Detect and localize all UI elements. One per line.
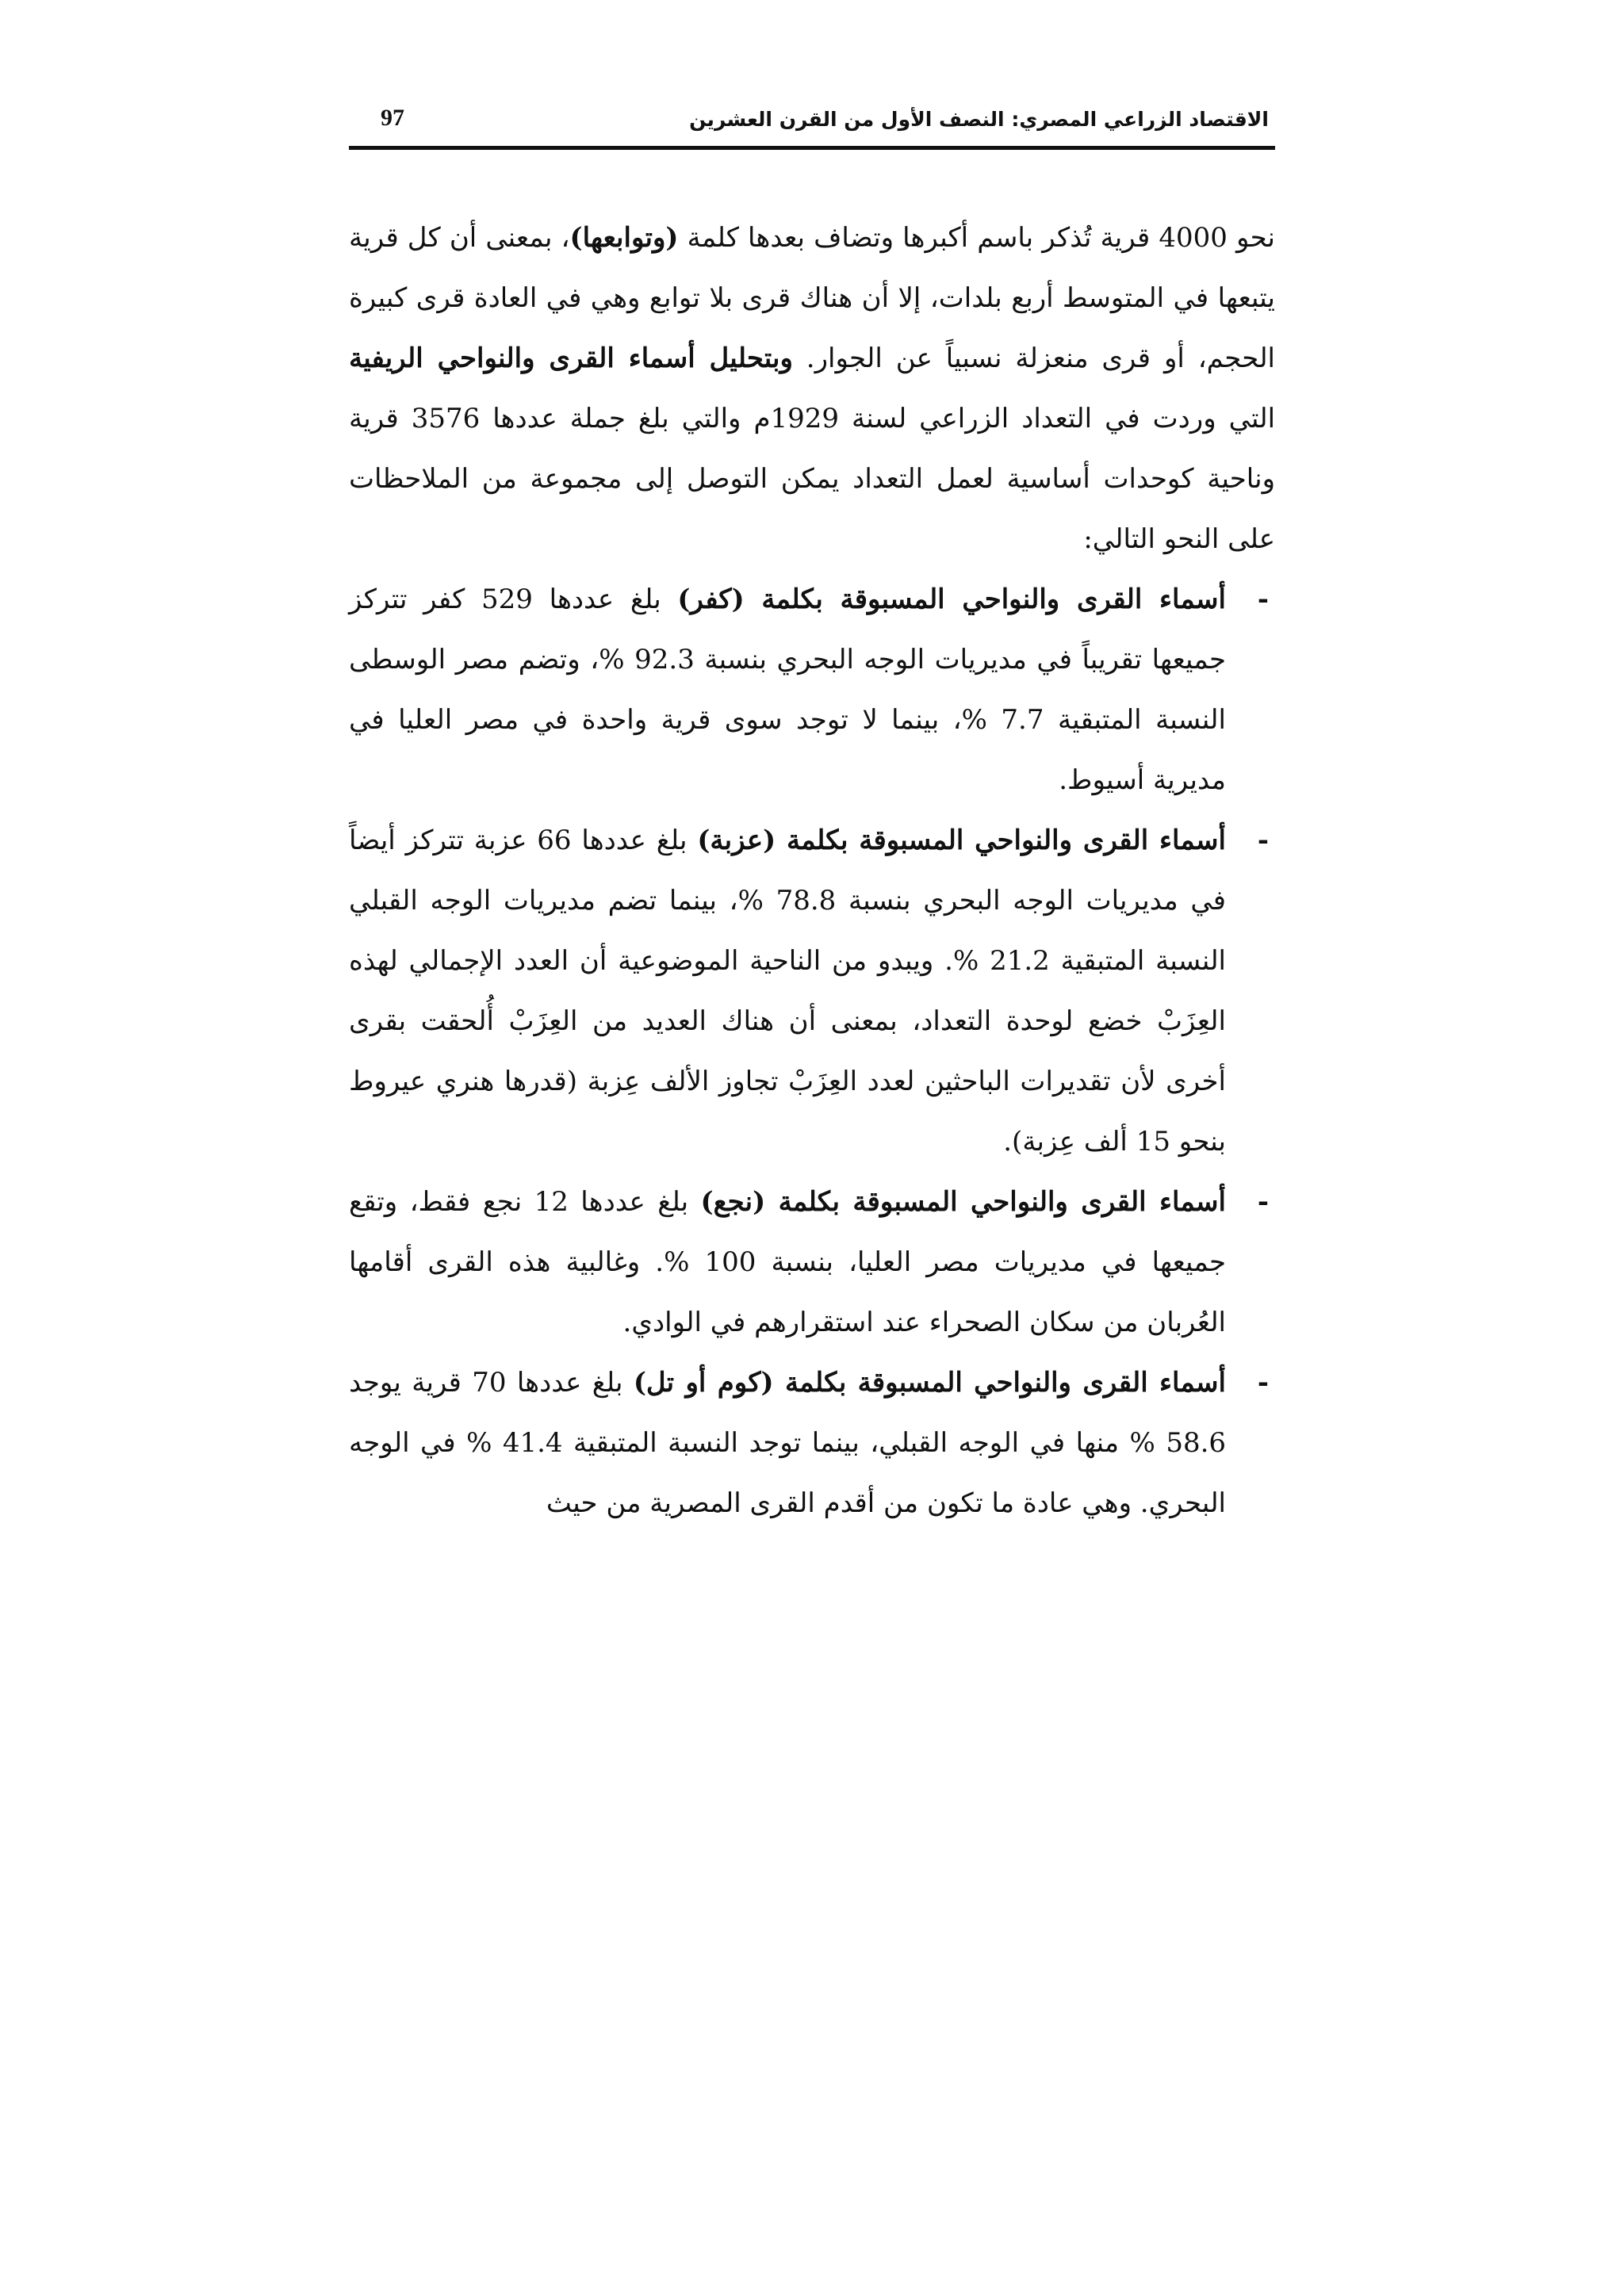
list-item-heading: أسماء القرى والنواحي المسبوقة بكلمة (كوم أو تل) [633, 1367, 1226, 1399]
list-item-heading: أسماء القرى والنواحي المسبوقة بكلمة (عزبة) [697, 825, 1226, 856]
list-item [349, 1172, 1275, 1353]
page-header [349, 101, 1275, 150]
list-item-heading: أسماء القرى والنواحي المسبوقة بكلمة (نجع) [700, 1186, 1226, 1218]
intro-paragraph [349, 208, 1275, 569]
intro-bold-2: وبتحليل أسماء القرى والنواحي الريفية [349, 342, 793, 374]
intro-text-3: التي وردت في التعداد الزراعي لسنة 1929م والتي بلغ جملة عددها 3576 قرية وناحية كوحدات أساسية لعمل التعداد يمكن التوصل إلى مجموعة من الملاحظات على النحو التالي: [349, 403, 1276, 555]
list-item [349, 569, 1275, 810]
page-number: 97 [381, 105, 404, 131]
bullet-dash: - [1257, 1367, 1269, 1399]
list-item-heading: أسماء القرى والنواحي المسبوقة بكلمة (كفر) [677, 584, 1226, 615]
bullet-dash: - [1257, 825, 1269, 856]
list-item [349, 1353, 1275, 1533]
intro-text-2: ، بمعنى أن كل قرية يتبعها في المتوسط أربع بلدات، إلا أن هناك قرى بلا توابع وهي في العادة قرى كبيرة الحجم، أو قرى منعزلة نسبياً عن الجوار. [349, 222, 1275, 374]
bullet-dash: - [1257, 1186, 1269, 1218]
intro-text-1: نحو 4000 قرية تُذكر باسم أكبرها وتضاف بعدها كلمة [678, 222, 1275, 254]
running-header-title: الاقتصاد الزراعي المصري: النصف الأول من القرن العشرين [689, 108, 1269, 131]
list-item [349, 810, 1275, 1172]
intro-bold-1: (وتوابعها) [569, 222, 679, 254]
bullet-dash: - [1257, 584, 1269, 615]
list-item-text: بلغ عددها 66 عزبة تتركز أيضاً في مديريات الوجه البحري بنسبة 78.8 %، بينما تضم مديريات الوجه القبلي النسبة المتبقية 21.2 %. ويبدو من الناحية الموضوعية أن العدد الإجمالي لهذه العِزَبْ خضع لوحدة التعداد، بمعنى أن هناك العديد من العِزَبْ أُلحقت بقرى أخرى لأن تقديرات الباحثين لعدد العِزَبْ تجاوز الألف عِزبة (قدرها هنري عيروط بنحو 15 ألف عِزبة). [349, 825, 1227, 1158]
body-text [349, 208, 1275, 1533]
list-item-text: بلغ عددها 12 نجع فقط، وتقع جميعها في مديريات مصر العليا، بنسبة 100 %. وغالبية هذه القرى أقامها العُربان من سكان الصحراء عند استقرارهم في الوادي. [349, 1186, 1226, 1338]
bullet-list [349, 569, 1275, 1533]
list-item-text: بلغ عددها 529 كفر تتركز جميعها تقريباً في مديريات الوجه البحري بنسبة 92.3 %، وتضم مصر الوسطى النسبة المتبقية 7.7 %، بينما لا توجد سوى قرية واحدة في مصر العليا في مديرية أسيوط. [349, 584, 1226, 796]
list-item-text: بلغ عددها 70 قرية يوجد 58.6 % منها في الوجه القبلي، بينما توجد النسبة المتبقية 41.4 % في الوجه البحري. وهي عادة ما تكون من أقدم القرى المصرية من حيث [349, 1367, 1227, 1519]
